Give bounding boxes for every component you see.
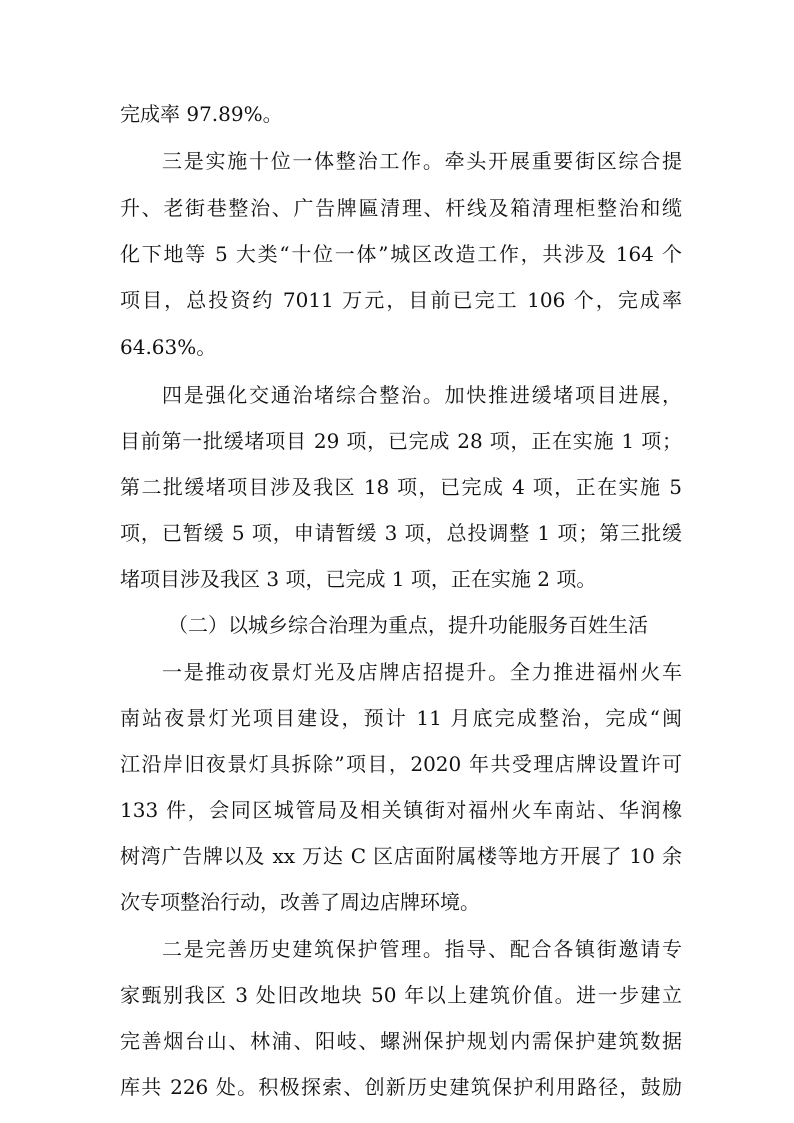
text-line: 升、老街巷整治、广告牌匾清理、杆线及箱清理柜整治和缆 [120, 196, 682, 220]
text-line: 项，已暂缓 5 项，申请暂缓 3 项，总投调整 1 项；第三批缓 [120, 521, 682, 545]
text-line: 堵项目涉及我区 3 项，已完成 1 项，正在实施 2 项。 [120, 567, 597, 591]
text-line: 64.63%。 [120, 335, 217, 359]
paragraph-heading-line: 三是实施十位一体整治工作。牵头开展重要街区综合提 [162, 149, 682, 173]
text-line: 树湾广告牌以及 xx 万达 C 区店面附属楼等地方开展了 10 余 [120, 844, 682, 868]
paragraph-heading-line: 一是推动夜景灯光及店牌店招提升。全力推进福州火车 [162, 660, 682, 684]
text-line: 项目，总投资约 7011 万元，目前已完工 106 个，完成率 [120, 288, 682, 312]
text-line: 江沿岸旧夜景灯具拆除”项目，2020 年共受理店牌设置许可 [120, 752, 682, 776]
text-line: 化下地等 5 大类“十位一体”城区改造工作，共涉及 164 个 [120, 242, 682, 266]
text-line: 库共 226 处。积极探索、创新历史建筑保护利用路径，鼓励 [120, 1075, 682, 1099]
paragraph-heading-line: 四是强化交通治堵综合整治。加快推进缓堵项目进展， [162, 383, 682, 407]
text-line: 目前第一批缓堵项目 29 项，已完成 28 项，正在实施 1 项； [120, 429, 682, 453]
text-line: 次专项整治行动，改善了周边店牌环境。 [120, 890, 480, 914]
paragraph-heading-line: 二是完善历史建筑保护管理。指导、配合各镇街邀请专 [162, 937, 682, 961]
text-line: 完善烟台山、林浦、阳岐、螺洲保护规划内需保护建筑数据 [120, 1029, 682, 1053]
text-line: 南站夜景灯光项目建设，预计 11 月底完成整治，完成“闽 [120, 706, 682, 730]
text-line: 完成率 97.89%。 [120, 102, 283, 126]
text-line: 第二批缓堵项目涉及我区 18 项，已完成 4 项，正在实施 5 [120, 475, 682, 499]
text-line: 家甄别我区 3 处旧改地块 50 年以上建筑价值。进一步建立 [120, 983, 682, 1007]
section-heading: （二）以城乡综合治理为重点，提升功能服务百姓生活 [168, 613, 648, 637]
text-line: 133 件，会同区城管局及相关镇街对福州火车南站、华润橡 [120, 798, 682, 822]
